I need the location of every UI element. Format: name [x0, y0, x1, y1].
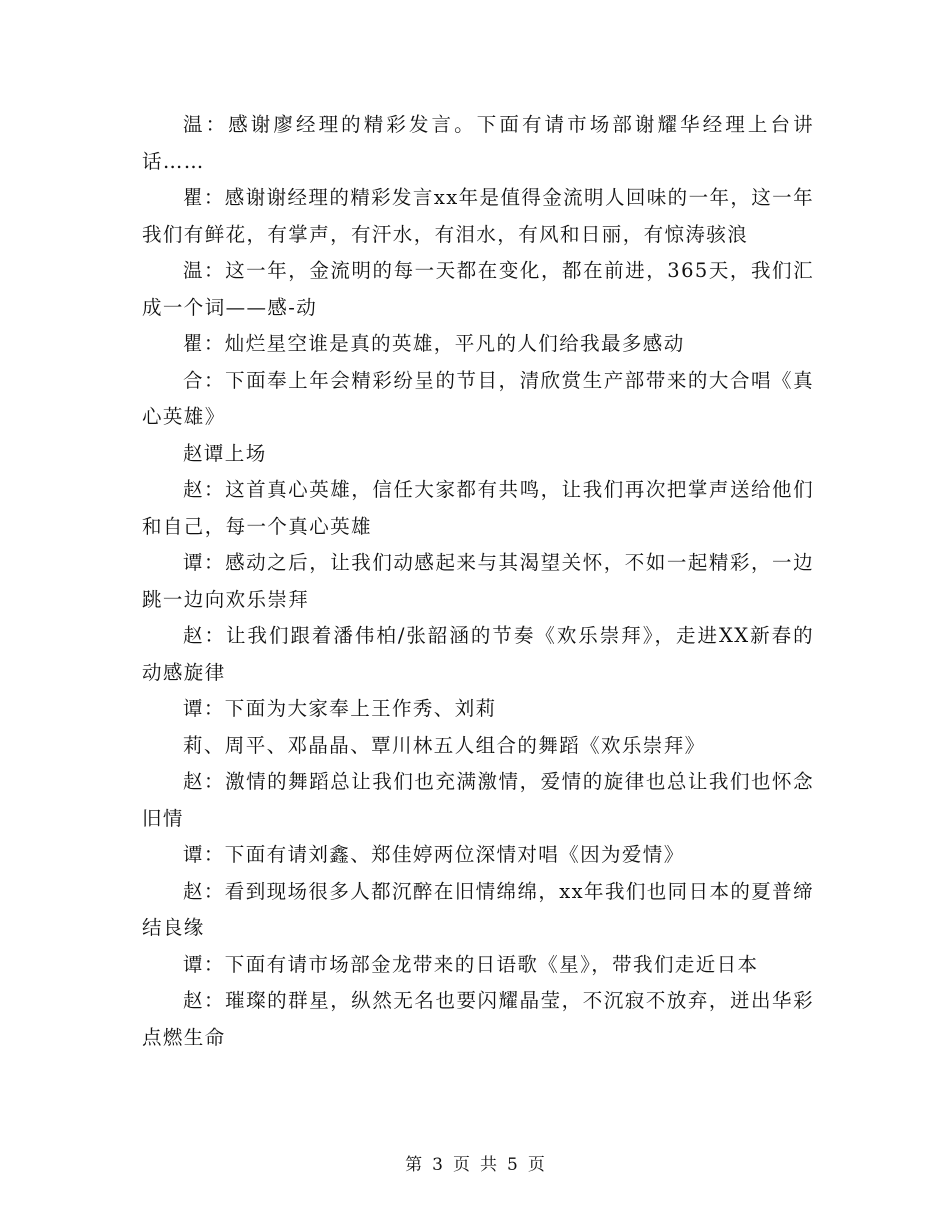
- body-text: [142, 107, 814, 1056]
- paragraph: 赵：这首真心英雄，信任大家都有共鸣，让我们再次把掌声送给他们和自己，每一个真心英雄: [142, 478, 814, 538]
- paragraph: 谭：下面有请市场部金龙带来的日语歌《星》，带我们走近日本: [183, 952, 759, 976]
- paragraph: 谭：感动之后，让我们动感起来与其渴望关怀，不如一起精彩，一边跳一边向欢乐崇拜: [142, 551, 814, 611]
- paragraph: 瞿：感谢谢经理的精彩发言xx年是值得金流明人回味的一年，这一年我们有鲜花，有掌声，有汗水，有泪水，有风和日丽，有惊涛骇浪: [142, 186, 814, 246]
- paragraph: 莉、周平、邓晶晶、覃川林五人组合的舞蹈《欢乐崇拜》: [183, 733, 706, 757]
- paragraph: 赵：看到现场很多人都沉醉在旧情绵绵，xx年我们也同日本的夏普缔结良缘: [142, 879, 814, 939]
- footer-prefix: 第: [405, 1155, 423, 1175]
- paragraph: 谭：下面有请刘鑫、郑佳婷两位深情对唱《因为爱情》: [183, 843, 685, 866]
- paragraph: 瞿：灿烂星空谁是真的英雄，平凡的人们给我最多感动: [183, 332, 685, 355]
- paragraph: 赵：激情的舞蹈总让我们也充满激情，爱情的旋律也总让我们也怀念旧情: [142, 770, 814, 830]
- paragraph: 温：这一年，金流明的每一天都在变化，都在前进，365天，我们汇成一个词——感-动: [142, 259, 814, 319]
- footer-total-prefix: 共: [480, 1155, 497, 1175]
- footer-current-page: 3: [432, 1155, 443, 1175]
- paragraph: 温：感谢廖经理的精彩发言。下面有请市场部谢耀华经理上台讲话……: [142, 113, 814, 173]
- paragraph: 赵谭上场: [183, 441, 267, 465]
- paragraph: 赵：璀璨的群星，纵然无名也要闪耀晶莹，不沉寂不放弃，迸出华彩点燃生命: [142, 989, 814, 1049]
- footer-page-word: 页: [453, 1155, 470, 1175]
- footer-total-pages: 5: [507, 1155, 518, 1175]
- paragraph: 合：下面奉上年会精彩纷呈的节目，清欣赏生产部带来的大合唱《真心英雄》: [142, 368, 814, 428]
- paragraph: 谭：下面为大家奉上王作秀、刘莉: [183, 697, 497, 720]
- page-footer: [0, 1153, 950, 1177]
- footer-total-suffix: 页: [527, 1155, 545, 1175]
- paragraph: 赵：让我们跟着潘伟柏/张韶涵的节奏《欢乐崇拜》，走进XX新春的动感旋律: [142, 624, 814, 684]
